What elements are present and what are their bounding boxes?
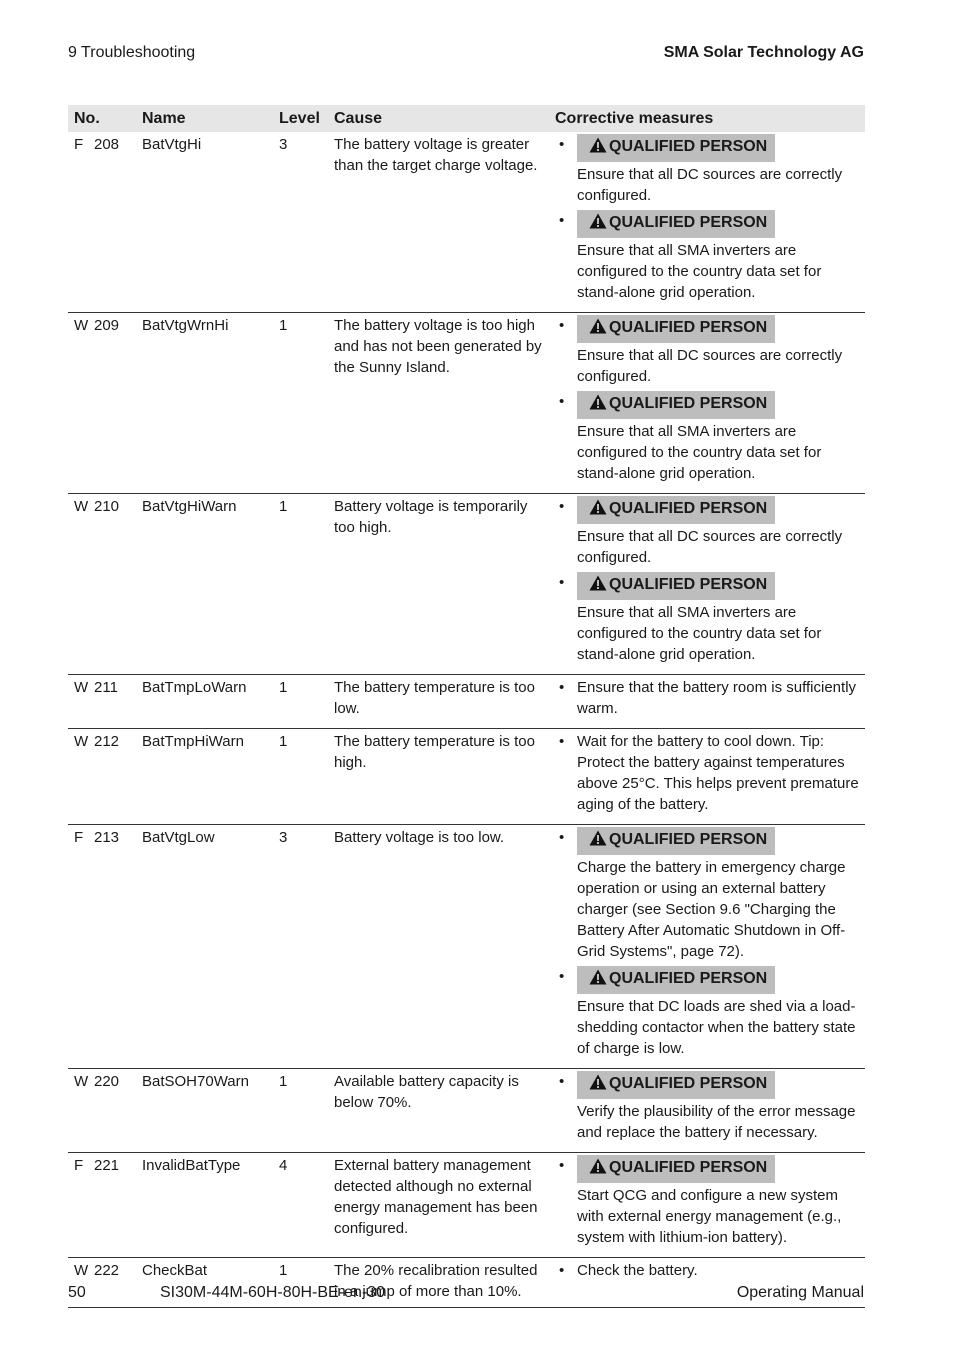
error-code: 221 xyxy=(94,1157,120,1174)
measure-item xyxy=(555,731,859,815)
measure-item xyxy=(555,1155,859,1248)
warning-icon xyxy=(589,1158,607,1181)
error-code: 211 xyxy=(94,679,118,696)
measure-item xyxy=(555,966,859,1059)
error-code: 213 xyxy=(94,829,120,846)
qualified-person-label: QUALIFIED PERSON xyxy=(609,1159,768,1176)
error-code: 212 xyxy=(94,733,120,750)
measure-item xyxy=(555,134,859,206)
warning-icon xyxy=(589,1074,607,1097)
error-type: W xyxy=(74,1262,89,1279)
error-number xyxy=(74,496,130,517)
measure-text: Ensure that all DC sources are correctly configured. xyxy=(577,528,843,566)
error-cause: Battery voltage is temporarily too high. xyxy=(328,494,549,675)
measure-item xyxy=(555,1071,859,1143)
error-number xyxy=(74,731,130,752)
measure-text: Ensure that all DC sources are correctly configured. xyxy=(577,166,843,204)
error-level: 1 xyxy=(273,1069,328,1153)
qualified-person-badge xyxy=(577,134,775,162)
error-type: F xyxy=(74,136,84,153)
table-row xyxy=(68,675,865,729)
error-type: W xyxy=(74,498,89,515)
table-row xyxy=(68,729,865,825)
warning-icon xyxy=(589,137,607,160)
table-row xyxy=(68,313,865,494)
measure-text: Start QCG and configure a new system with external energy management (e.g., system with lithium-ion battery). xyxy=(577,1187,842,1246)
company-name: SMA Solar Technology AG xyxy=(663,44,864,61)
corrective-measures-list xyxy=(555,731,859,815)
warning-icon xyxy=(589,969,607,992)
error-code: 210 xyxy=(94,498,120,515)
measure-item xyxy=(555,496,859,568)
table-body xyxy=(68,132,865,1308)
error-number xyxy=(74,1260,130,1281)
warning-icon xyxy=(589,499,607,522)
measure-text: Ensure that all SMA inverters are configured to the country data set for stand-alone grid operation. xyxy=(577,423,822,482)
qualified-person-badge xyxy=(577,315,775,343)
measure-text: Ensure that all SMA inverters are configured to the country data set for stand-alone grid operation. xyxy=(577,604,822,663)
col-header-name: Name xyxy=(136,105,273,132)
error-code: 222 xyxy=(94,1262,120,1279)
error-cause: The 20% recalibration resulted in a jump of more than 10%. xyxy=(328,1258,549,1308)
error-number xyxy=(74,677,130,698)
error-cause: The battery voltage is too high and has not been generated by the Sunny Island. xyxy=(328,313,549,494)
page-section-header: 9 Troubleshooting xyxy=(68,44,196,61)
qualified-person-label: QUALIFIED PERSON xyxy=(609,500,768,517)
qualified-person-badge xyxy=(577,572,775,600)
measure-text: Ensure that DC loads are shed via a load-shedding contactor when the battery state of charge is low. xyxy=(577,998,856,1057)
page-number: 50 xyxy=(68,1284,86,1301)
qualified-person-label: QUALIFIED PERSON xyxy=(609,138,768,155)
error-level: 1 xyxy=(273,494,328,675)
corrective-measures-list xyxy=(555,1260,859,1281)
measure-item xyxy=(555,315,859,387)
error-name: BatVtgHiWarn xyxy=(136,494,273,675)
col-header-level: Level xyxy=(273,105,328,132)
error-type: F xyxy=(74,1157,84,1174)
qualified-person-label: QUALIFIED PERSON xyxy=(609,576,768,593)
col-header-cause: Cause xyxy=(328,105,549,132)
error-cause: The battery voltage is greater than the target charge voltage. xyxy=(328,132,549,313)
corrective-measures-list xyxy=(555,315,859,484)
table-row xyxy=(68,825,865,1069)
error-level: 1 xyxy=(273,729,328,825)
error-cause: Available battery capacity is below 70%. xyxy=(328,1069,549,1153)
warning-icon xyxy=(589,575,607,598)
table-header-row xyxy=(68,105,865,132)
error-name: CheckBat xyxy=(136,1258,273,1308)
corrective-measures-list xyxy=(555,1071,859,1143)
error-name: BatVtgWrnHi xyxy=(136,313,273,494)
document-type: Operating Manual xyxy=(736,1284,864,1301)
measure-item xyxy=(555,677,859,719)
qualified-person-badge xyxy=(577,827,775,855)
qualified-person-label: QUALIFIED PERSON xyxy=(609,970,768,987)
error-name: InvalidBatType xyxy=(136,1153,273,1258)
error-code: 208 xyxy=(94,136,120,153)
corrective-measures-list xyxy=(555,134,859,303)
measure-text: Charge the battery in emergency charge operation or using an external battery charger (see Section 9.6 "Charging the Battery After Automatic Shutdown in Off-Grid Systems", page 72). xyxy=(577,859,846,960)
measure-text: Ensure that all SMA inverters are configured to the country data set for stand-alone grid operation. xyxy=(577,242,822,301)
qualified-person-label: QUALIFIED PERSON xyxy=(609,1075,768,1092)
error-cause: External battery management detected although no external energy management has been configured. xyxy=(328,1153,549,1258)
warning-icon xyxy=(589,213,607,236)
error-cause: The battery temperature is too low. xyxy=(328,675,549,729)
table-row xyxy=(68,1153,865,1258)
error-type: W xyxy=(74,317,89,334)
error-level: 3 xyxy=(273,132,328,313)
table-row xyxy=(68,132,865,313)
error-type: F xyxy=(74,829,84,846)
error-number xyxy=(74,134,130,155)
error-name: BatTmpLoWarn xyxy=(136,675,273,729)
corrective-measures-list xyxy=(555,1155,859,1248)
error-level: 1 xyxy=(273,675,328,729)
measure-text: Verify the plausibility of the error message and replace the battery if necessary. xyxy=(577,1103,856,1141)
corrective-measures-list xyxy=(555,827,859,1059)
error-number xyxy=(74,827,130,848)
corrective-measures-list xyxy=(555,496,859,665)
measure-item xyxy=(555,1260,859,1281)
error-level: 4 xyxy=(273,1153,328,1258)
error-type: W xyxy=(74,733,89,750)
qualified-person-badge xyxy=(577,391,775,419)
qualified-person-badge xyxy=(577,210,775,238)
measure-text: • Ensure that the battery room is sufficiently warm. xyxy=(577,679,857,717)
error-type: W xyxy=(74,1073,89,1090)
qualified-person-label: QUALIFIED PERSON xyxy=(609,831,768,848)
measure-text: Ensure that all DC sources are correctly configured. xyxy=(577,347,843,385)
error-number xyxy=(74,315,130,336)
corrective-measures-list xyxy=(555,677,859,719)
table-row xyxy=(68,494,865,675)
error-table xyxy=(68,105,865,1308)
qualified-person-label: QUALIFIED PERSON xyxy=(609,395,768,412)
qualified-person-badge xyxy=(577,1155,775,1183)
error-level: 1 xyxy=(273,313,328,494)
error-type: W xyxy=(74,679,89,696)
error-name: BatVtgLow xyxy=(136,825,273,1069)
error-code: 220 xyxy=(94,1073,120,1090)
measure-text: • Check the battery. xyxy=(577,1262,698,1279)
qualified-person-badge xyxy=(577,496,775,524)
warning-icon xyxy=(589,830,607,853)
col-header-no: No. xyxy=(68,105,136,132)
qualified-person-label: QUALIFIED PERSON xyxy=(609,319,768,336)
error-name: BatSOH70Warn xyxy=(136,1069,273,1153)
error-cause: The battery temperature is too high. xyxy=(328,729,549,825)
error-number xyxy=(74,1155,130,1176)
error-level: 1 xyxy=(273,1258,328,1308)
error-cause: Battery voltage is too low. xyxy=(328,825,549,1069)
measure-item xyxy=(555,827,859,962)
qualified-person-badge xyxy=(577,966,775,994)
measure-item xyxy=(555,210,859,303)
table-row xyxy=(68,1069,865,1153)
error-level: 3 xyxy=(273,825,328,1069)
measure-item xyxy=(555,572,859,665)
qualified-person-badge xyxy=(577,1071,775,1099)
error-code: 209 xyxy=(94,317,120,334)
col-header-measures: Corrective measures xyxy=(549,105,865,132)
warning-icon xyxy=(589,394,607,417)
document-id: SI30M-44M-60H-80H-BE-en-30 xyxy=(160,1284,385,1301)
error-name: BatTmpHiWarn xyxy=(136,729,273,825)
error-name: BatVtgHi xyxy=(136,132,273,313)
measure-item xyxy=(555,391,859,484)
measure-text: • Wait for the battery to cool down. Tip: Protect the battery against temperatures above 25°C. This helps prevent premature aging of the battery. xyxy=(577,733,859,813)
error-number xyxy=(74,1071,130,1092)
qualified-person-label: QUALIFIED PERSON xyxy=(609,214,768,231)
warning-icon xyxy=(589,318,607,341)
